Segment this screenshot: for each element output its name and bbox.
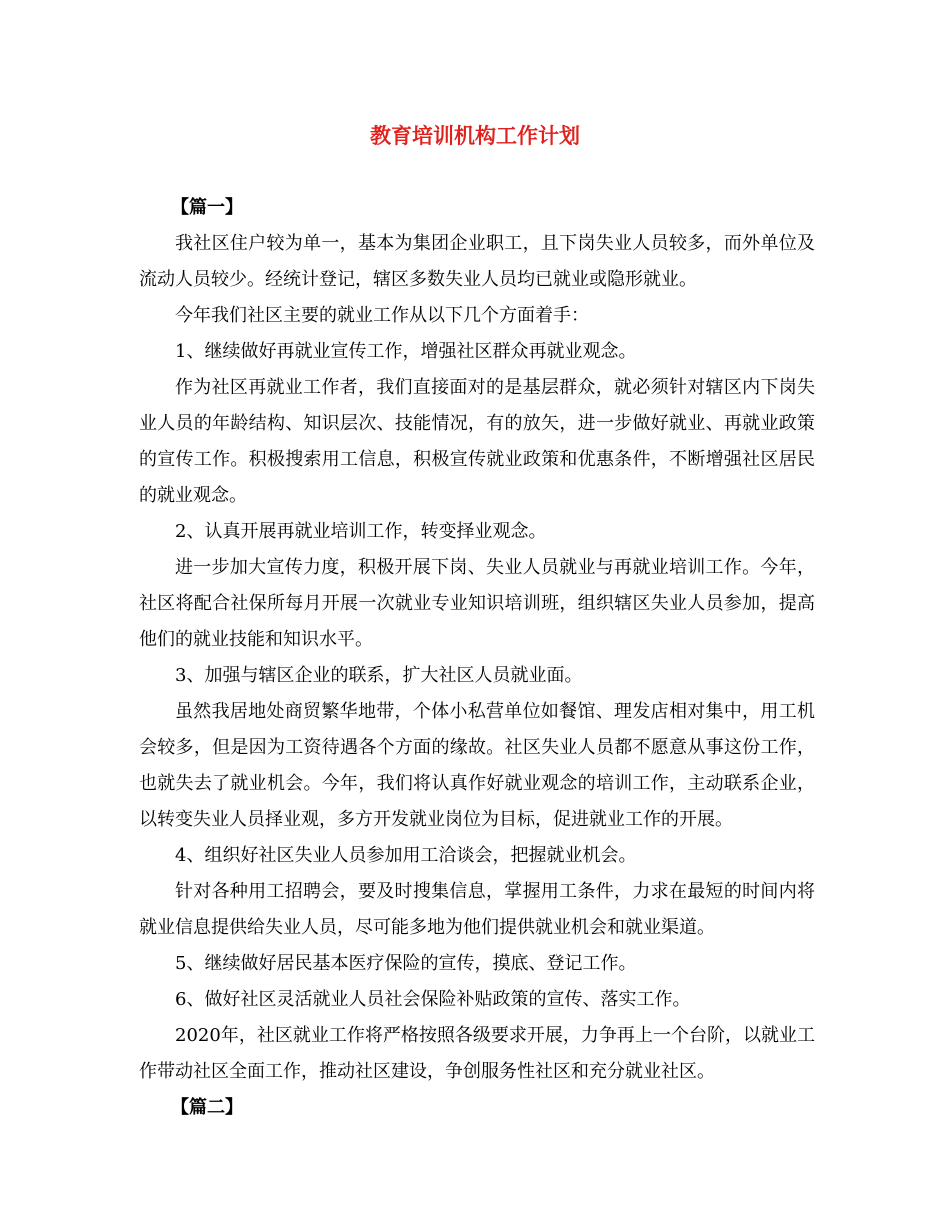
paragraph: 今年我们社区主要的就业工作从以下几个方面着手：: [175, 305, 589, 326]
list-item-heading: 4、组织好社区失业人员参加用工洽谈会，把握就业机会。: [175, 845, 637, 866]
list-item-heading: 5、继续做好居民基本医疗保险的宣传，摸底、登记工作。: [175, 953, 637, 974]
list-item-heading: 3、加强与辖区企业的联系，扩大社区人员就业面。: [175, 665, 583, 686]
section-heading: 【篇一】: [171, 197, 243, 218]
paragraph: 针对各种用工招聘会，要及时搜集信息，掌握用工条件，力求在最短的时间内将就业信息提供给失业人员，尽可能多地为他们提供就业机会和就业渠道。: [139, 881, 815, 938]
paragraph: 作为社区再就业工作者，我们直接面对的是基层群众，就必须针对辖区内下岗失业人员的年龄结构、知识层次、技能情况，有的放矢，进一步做好就业、再就业政策的宣传工作。积极搜索用工信息，积极宣传就业政策和优惠条件，不断增强社区居民的就业观念。: [139, 377, 815, 506]
document-body: [139, 190, 815, 1126]
document-title: 教育培训机构工作计划: [370, 123, 580, 148]
paragraph: 进一步加大宣传力度，积极开展下岗、失业人员就业与再就业培训工作。今年，社区将配合社保所每月开展一次就业专业知识培训班，组织辖区失业人员参加，提高他们的就业技能和知识水平。: [139, 557, 815, 650]
list-item-heading: 1、继续做好再就业宣传工作，增强社区群众再就业观念。: [175, 341, 637, 362]
list-item-heading: 6、做好社区灵活就业人员社会保险补贴政策的宣传、落实工作。: [175, 989, 691, 1010]
list-item-heading: 2、认真开展再就业培训工作，转变择业观念。: [175, 521, 547, 542]
section-heading: 【篇二】: [171, 1097, 243, 1118]
paragraph: 2020年，社区就业工作将严格按照各级要求开展，力争再上一个台阶，以就业工作带动社区全面工作，推动社区建设，争创服务性社区和充分就业社区。: [139, 1025, 815, 1082]
paragraph: 虽然我居地处商贸繁华地带，个体小私营单位如餐馆、理发店相对集中，用工机会较多，但是因为工资待遇各个方面的缘故。社区失业人员都不愿意从事这份工作，也就失去了就业机会。今年，我们将认真作好就业观念的培训工作，主动联系企业，以转变失业人员择业观，多方开发就业岗位为目标，促进就业工作的开展。: [139, 701, 815, 830]
paragraph: 我社区住户较为单一，基本为集团企业职工，且下岗失业人员较多，而外单位及流动人员较少。经统计登记，辖区多数失业人员均已就业或隐形就业。: [139, 233, 815, 290]
